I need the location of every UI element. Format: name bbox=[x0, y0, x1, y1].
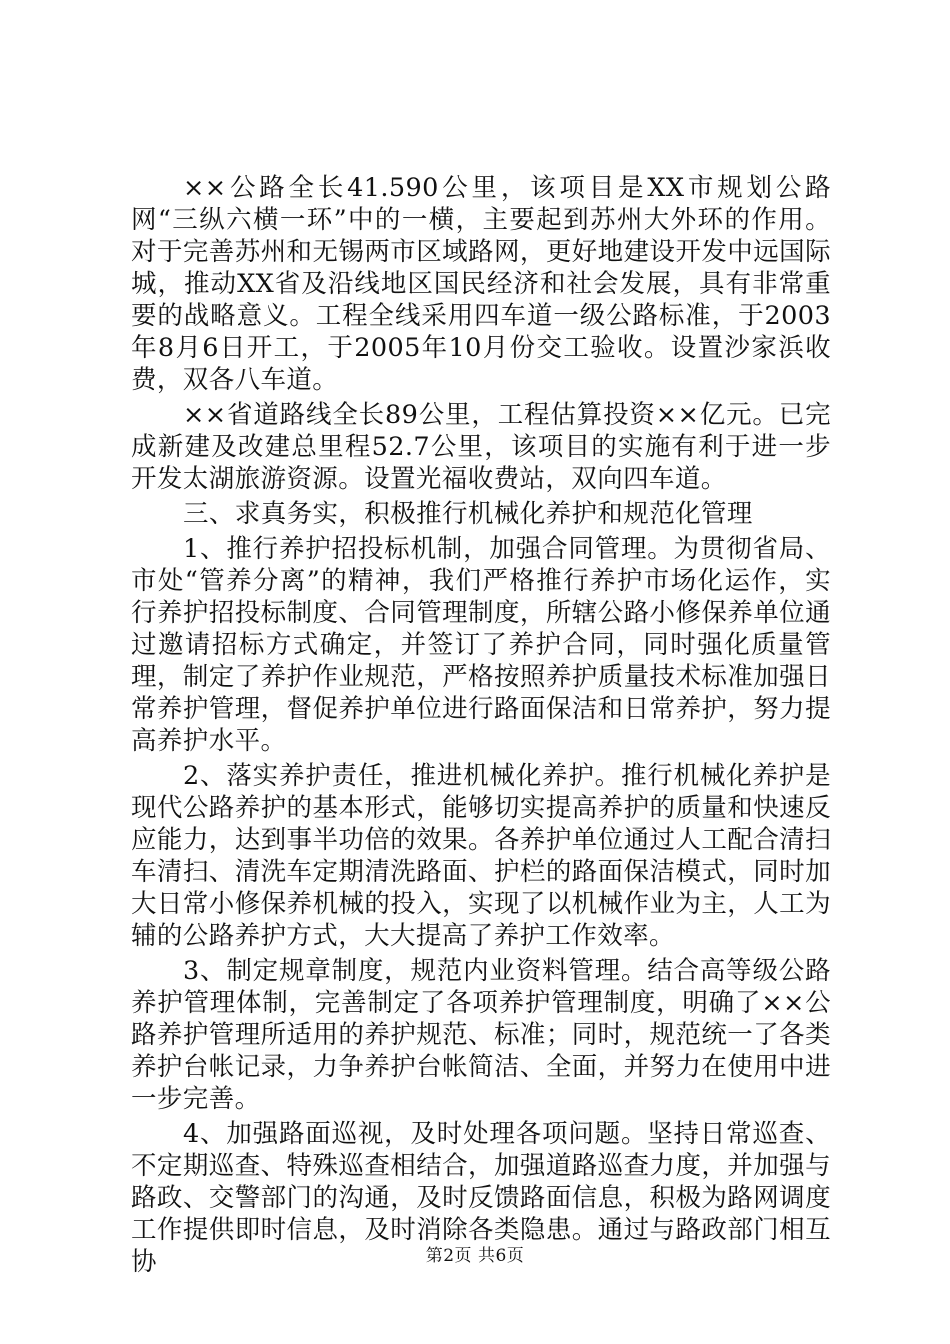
paragraph-provincial-road: ××省道路线全长89公里，工程估算投资××亿元。已完成新建及改建总里程52.7公里，该项目的实施有利于进一步开发太湖旅游资源。设置光福收费站，双向四车道。 bbox=[131, 400, 831, 494]
section-heading: 三、求真务实，积极推行机械化养护和规范化管理 bbox=[183, 499, 753, 529]
paragraph-item-3: 3、制定规章制度，规范内业资料管理。结合高等级公路养护管理体制，完善制定了各项养护管理制度，明确了××公路养护管理所适用的养护规范、标准；同时，规范统一了各类养护台帐记录，力争养护台帐简洁、全面，并努力在使用中进一步完善。 bbox=[131, 956, 831, 1114]
page-footer: 第2页 共6页 bbox=[425, 1246, 525, 1266]
document-body bbox=[131, 172, 831, 1278]
paragraph-road-overview: ××公路全长41.590公里，该项目是XX市规划公路网“三纵六横一环”中的一横，主要起到苏州大外环的作用。对于完善苏州和无锡两市区域路网，更好地建设开发中远国际城，推动XX省及沿线地区国民经济和社会发展，具有非常重要的战略意义。工程全线采用四车道一级公路标准，于2003年8月6日开工，于2005年10月份交工验收。设置沙家浜收费，双各八车道。 bbox=[131, 173, 831, 395]
paragraph-item-2: 2、落实养护责任，推进机械化养护。推行机械化养护是现代公路养护的基本形式，能够切实提高养护的质量和快速反应能力，达到事半功倍的效果。各养护单位通过人工配合清扫车清扫、清洗车定期清洗路面、护栏的路面保洁模式，同时加大日常小修保养机械的投入，实现了以机械作业为主，人工为辅的公路养护方式，大大提高了养护工作效率。 bbox=[131, 761, 831, 951]
paragraph-item-4: 4、加强路面巡视，及时处理各项问题。坚持日常巡查、不定期巡查、特殊巡查相结合，加强道路巡查力度，并加强与路政、交警部门的沟通，及时反馈路面信息，积极为路网调度工作提供即时信息，及时消除各类隐患。通过与路政部门相互协 bbox=[131, 1119, 831, 1277]
paragraph-item-1: 1、推行养护招投标机制，加强合同管理。为贯彻省局、市处“管养分离”的精神，我们严格推行养护市场化运作，实行养护招投标制度、合同管理制度，所辖公路小修保养单位通过邀请招标方式确定，并签订了养护合同，同时强化质量管理，制定了养护作业规范，严格按照养护质量技术标准加强日常养护管理，督促养护单位进行路面保洁和日常养护，努力提高养护水平。 bbox=[131, 534, 831, 756]
